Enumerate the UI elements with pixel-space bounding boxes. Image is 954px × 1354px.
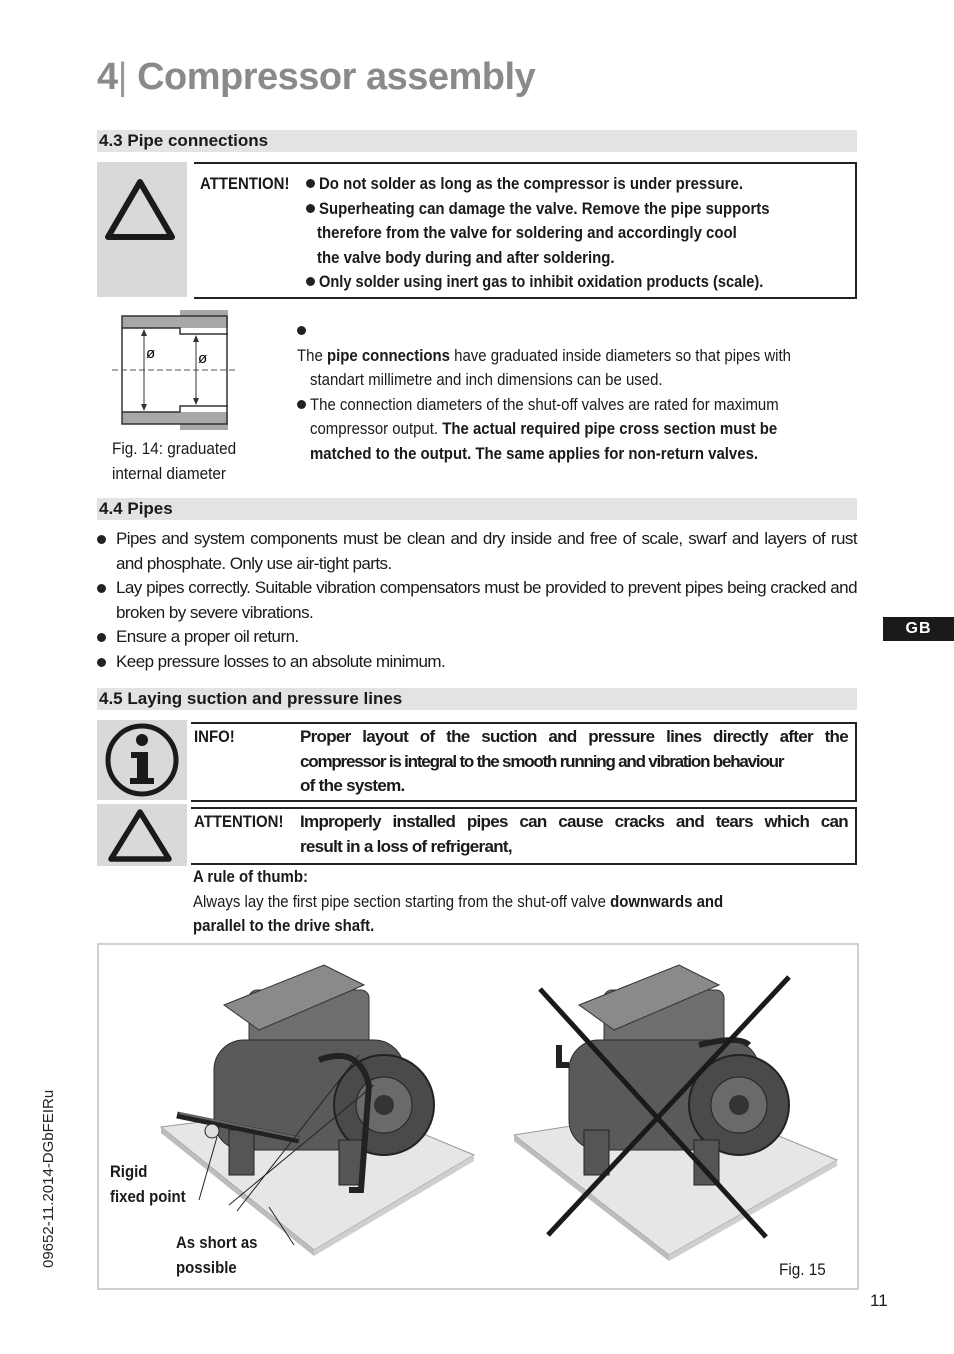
attention-text: Do not solder as long as the compressor is under pressure. Superheating can damage the valve. Remove the pipe supports therefore from the valve for soldering and accordingly cool the valve body during and after soldering. Only solder using inert gas to inhibit oxidation products (scale). xyxy=(306,172,851,295)
label-rigid-fixed-point: Rigid fixed point xyxy=(110,1162,186,1206)
section-heading-4-3: 4.3 Pipe connections xyxy=(97,130,857,152)
info-label: INFO! xyxy=(194,727,235,746)
page-title: 4| Compressor assembly xyxy=(97,56,536,98)
fig15-caption: Fig. 15 xyxy=(779,1260,826,1279)
list-item: Keep pressure losses to an absolute minimum. xyxy=(97,650,857,675)
warning-icon-box xyxy=(97,162,187,297)
warning-icon-box-2 xyxy=(97,804,187,866)
graduated-diameter-figure xyxy=(112,308,237,433)
pipe-connections-text: The pipe connections have graduated inside diameters so that pipes with standart millimetre and inch dimensions can be used. The connection diameters of the shut-off valves are rated for maximum compressor output. The actual required pipe cross section must be matched to the output. The same applies for non-return valves. xyxy=(297,319,857,466)
pipes-list xyxy=(97,527,857,674)
warning-triangle-icon xyxy=(97,804,187,866)
attention-label-2: ATTENTION! xyxy=(194,812,284,831)
info-icon-box xyxy=(97,720,187,800)
section-heading-4-4: 4.4 Pipes xyxy=(97,498,857,520)
rule-of-thumb: A rule of thumb: Always lay the first pipe section starting from the shut-off valve downwards and parallel to the drive shaft. xyxy=(193,867,724,935)
list-item: Lay pipes correctly. Suitable vibration compensators must be provided to prevent pipes being cracked and broken by severe vibrations. xyxy=(97,576,857,625)
attention-text-2: Improperly installed pipes can cause cracks and tears which can result in a loss of refrigerant, xyxy=(300,812,848,856)
list-item: Ensure a proper oil return. xyxy=(97,625,857,650)
language-tab: GB xyxy=(883,617,954,641)
info-icon xyxy=(97,720,187,800)
diameter-symbol-2: ø xyxy=(198,350,208,367)
attention-label: ATTENTION! xyxy=(200,174,290,193)
section-heading-4-5: 4.5 Laying suction and pressure lines xyxy=(97,688,857,710)
compressor-correct-image xyxy=(161,965,474,1256)
info-text: Proper layout of the suction and pressure lines directly after the compressor is integral to the smooth running and vibration behaviour of the system. xyxy=(300,727,848,795)
label-as-short-as-possible: As short as possible xyxy=(176,1233,258,1277)
warning-triangle-icon xyxy=(97,162,187,297)
document-code: 09652-11.2014-DGbFEIRu xyxy=(40,1089,57,1268)
list-item: Pipes and system components must be clean and dry inside and free of scale, swarf and layers of rust and phosphate. Only use air-tight parts. xyxy=(97,527,857,576)
fig14-caption: Fig. 14: graduated internal diameter xyxy=(112,439,237,483)
diameter-symbol-1: ø xyxy=(146,345,156,362)
page-number: 11 xyxy=(870,1291,888,1310)
